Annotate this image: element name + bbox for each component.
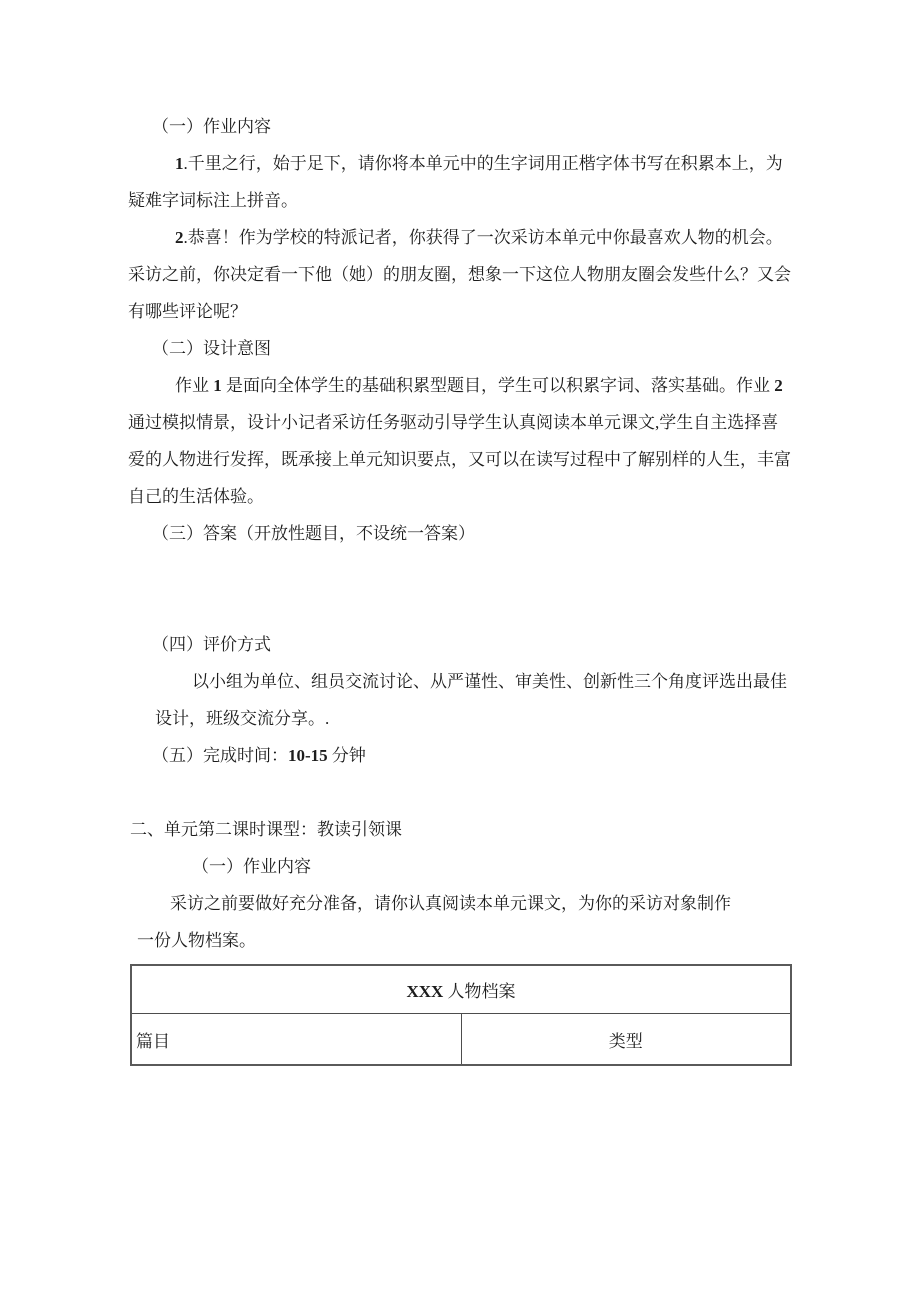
table-title-row <box>131 965 791 1014</box>
design-intent-line-4 <box>128 478 794 515</box>
heading-homework-content-2 <box>192 848 794 885</box>
task-2-line-1 <box>175 219 794 256</box>
table-header-title-column: 篇目 <box>131 1014 461 1066</box>
table-title-cell <box>131 965 791 1014</box>
interview-prep-line-1 <box>170 885 794 922</box>
homework-1-number: 1 <box>213 376 222 395</box>
task-1-text-cont: 疑难字词标注上拼音。 <box>128 191 298 210</box>
table-header-type-column: 类型 <box>461 1014 791 1066</box>
heading-text: （一）作业内容 <box>192 857 311 876</box>
design-intent-text-c: 通过模拟情景，设计小记者采访任务驱动引导学生认真阅读本单元课文,学生自主选择喜 <box>128 413 779 432</box>
heading-text: （四）评价方式 <box>152 635 271 654</box>
character-profile-table <box>130 964 792 1066</box>
design-intent-line-3 <box>128 441 794 478</box>
evaluation-line-2 <box>155 700 794 737</box>
heading-evaluation-method <box>152 626 794 663</box>
homework-2-number: 2 <box>774 376 783 395</box>
task-1-text: .千里之行，始于足下，请你将本单元中的生字词用正楷字体书写在积累本上，为 <box>183 154 783 173</box>
interview-prep-text: 采访之前要做好充分准备，请你认真阅读本单元课文，为你的采访对象制作 <box>170 894 731 913</box>
design-intent-text-b: 是面向全体学生的基础积累型题目，学生可以积累字词、落实基础。作业 <box>221 376 775 395</box>
heading-text: 二、单元第二课时课型：教读引领课 <box>130 820 402 839</box>
interview-prep-text-cont: 一份人物档案。 <box>137 931 256 950</box>
task-1-line-2 <box>128 182 794 219</box>
heading-homework-content-1 <box>152 108 794 145</box>
table-title-placeholder: XXX <box>406 982 444 1001</box>
heading-text: （二）设计意图 <box>152 339 271 358</box>
table-header-row <box>131 1014 791 1066</box>
completion-time-label: （五）完成时间： <box>152 746 288 765</box>
document-body <box>128 108 794 1066</box>
time-unit: 分钟 <box>327 746 366 765</box>
blank-line <box>128 552 794 589</box>
task-1-number: 1 <box>175 154 184 173</box>
design-intent-text-e: 自己的生活体验。 <box>128 487 264 506</box>
time-range: 10-15 <box>288 746 328 765</box>
heading-lesson-2 <box>130 811 794 848</box>
blank-line <box>128 589 794 626</box>
task-2-number: 2 <box>175 228 184 247</box>
heading-design-intent <box>152 330 794 367</box>
task-2-line-2 <box>128 256 794 293</box>
table-title-text: 人物档案 <box>443 982 516 1001</box>
interview-prep-line-2 <box>137 922 794 959</box>
heading-text: （一）作业内容 <box>152 117 271 136</box>
task-2-text-end: 有哪些评论呢？ <box>128 302 247 321</box>
design-intent-line-1 <box>175 367 794 404</box>
evaluation-line-1 <box>192 663 794 700</box>
design-intent-line-2 <box>128 404 794 441</box>
heading-completion-time <box>152 737 794 774</box>
design-intent-text-d: 爱的人物进行发挥，既承接上单元知识要点，又可以在读写过程中了解别样的人生，丰富 <box>128 450 791 469</box>
blank-line <box>128 774 794 811</box>
task-2-line-3 <box>128 293 794 330</box>
heading-answer <box>152 515 794 552</box>
task-1-line-1 <box>175 145 794 182</box>
task-2-text: .恭喜！作为学校的特派记者，你获得了一次采访本单元中你最喜欢人物的机会。 <box>183 228 783 247</box>
heading-text: （三）答案（开放性题目，不设统一答案） <box>152 524 475 543</box>
task-2-text-cont: 采访之前，你决定看一下他（她）的朋友圈，想象一下这位人物朋友圈会发些什么？又会 <box>128 265 791 284</box>
evaluation-text: 以小组为单位、组员交流讨论、从严谨性、审美性、创新性三个角度评选出最佳 <box>192 672 787 691</box>
evaluation-text-cont: 设计，班级交流分享。. <box>155 709 330 728</box>
design-intent-text-a: 作业 <box>175 376 214 395</box>
